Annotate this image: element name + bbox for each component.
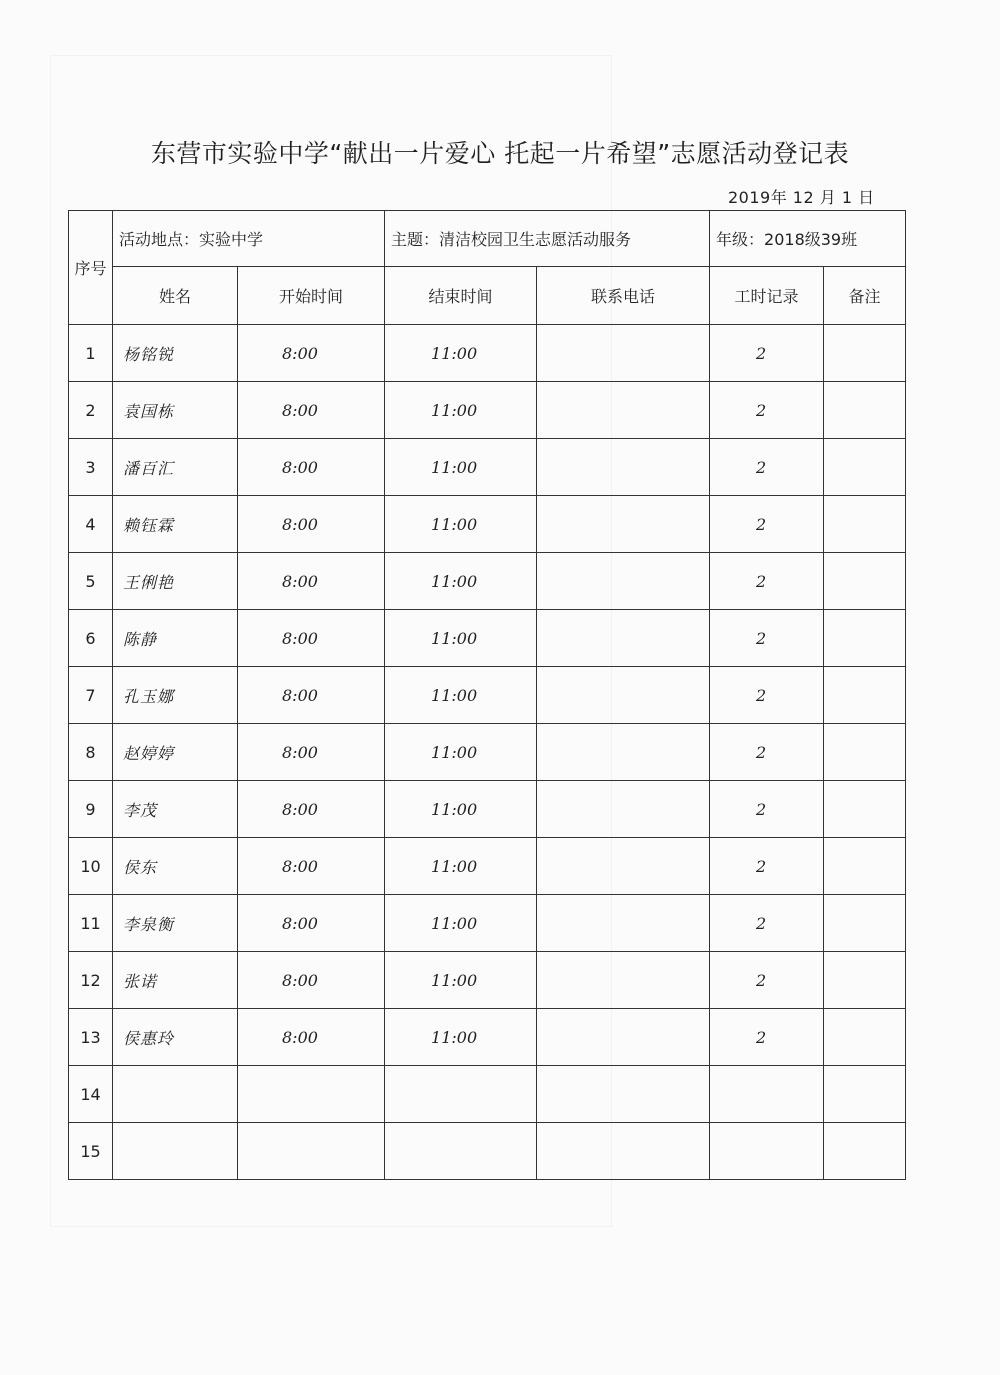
phone-number (537, 610, 710, 667)
note (824, 1009, 906, 1066)
hours-record: 2 (710, 952, 824, 1009)
row-seq: 7 (69, 667, 113, 724)
table-row (69, 610, 906, 667)
phone-number (537, 553, 710, 610)
end-time: 11:00 (385, 724, 537, 781)
volunteer-name: 侯惠玲 (113, 1009, 238, 1066)
row-seq: 12 (69, 952, 113, 1009)
start-time: 8:00 (238, 382, 385, 439)
volunteer-name: 李茂 (113, 781, 238, 838)
table-row (69, 382, 906, 439)
start-time: 8:00 (238, 895, 385, 952)
phone-number (537, 838, 710, 895)
end-time: 11:00 (385, 952, 537, 1009)
phone-number (537, 667, 710, 724)
volunteer-name: 杨铭锐 (113, 325, 238, 382)
table-row (69, 1066, 906, 1123)
table-row (69, 439, 906, 496)
row-seq: 10 (69, 838, 113, 895)
volunteer-name: 张诺 (113, 952, 238, 1009)
phone-number (537, 1123, 710, 1180)
hours-record: 2 (710, 667, 824, 724)
end-time: 11:00 (385, 781, 537, 838)
volunteer-name: 王俐艳 (113, 553, 238, 610)
header-note: 备注 (824, 267, 906, 325)
volunteer-name: 赵婷婷 (113, 724, 238, 781)
phone-number (537, 496, 710, 553)
hours-record: 2 (710, 610, 824, 667)
hours-record: 2 (710, 325, 824, 382)
hours-record: 2 (710, 1009, 824, 1066)
form-date: 2019年 12 月 1 日 (728, 188, 875, 207)
table-row (69, 895, 906, 952)
note (824, 325, 906, 382)
hours-record: 2 (710, 781, 824, 838)
end-time: 11:00 (385, 610, 537, 667)
header-phone: 联系电话 (537, 267, 710, 325)
table-row (69, 838, 906, 895)
phone-number (537, 382, 710, 439)
hours-record: 2 (710, 496, 824, 553)
start-time: 8:00 (238, 781, 385, 838)
header-seq: 序号 (69, 211, 113, 325)
table-row (69, 724, 906, 781)
table-row (69, 496, 906, 553)
note (824, 895, 906, 952)
start-time: 8:00 (238, 667, 385, 724)
row-seq: 11 (69, 895, 113, 952)
note (824, 553, 906, 610)
hours-record: 2 (710, 553, 824, 610)
row-seq: 14 (69, 1066, 113, 1123)
table-row (69, 325, 906, 382)
header-row (69, 267, 906, 325)
activity-location: 活动地点：实验中学 (113, 211, 385, 267)
start-time: 8:00 (238, 724, 385, 781)
note (824, 838, 906, 895)
start-time: 8:00 (238, 439, 385, 496)
phone-number (537, 1066, 710, 1123)
end-time: 11:00 (385, 496, 537, 553)
start-time: 8:00 (238, 496, 385, 553)
volunteer-name: 袁国栋 (113, 382, 238, 439)
phone-number (537, 952, 710, 1009)
table-row (69, 1123, 906, 1180)
info-row (69, 211, 906, 267)
note (824, 781, 906, 838)
table-row (69, 781, 906, 838)
hours-record (710, 1123, 824, 1180)
table-row (69, 553, 906, 610)
note (824, 439, 906, 496)
note (824, 610, 906, 667)
end-time: 11:00 (385, 895, 537, 952)
start-time: 8:00 (238, 610, 385, 667)
hours-record: 2 (710, 895, 824, 952)
class-grade: 年级：2018级39班 (710, 211, 906, 267)
start-time: 8:00 (238, 838, 385, 895)
phone-number (537, 1009, 710, 1066)
volunteer-name: 侯东 (113, 838, 238, 895)
end-time: 11:00 (385, 439, 537, 496)
volunteer-name (113, 1123, 238, 1180)
hours-record: 2 (710, 439, 824, 496)
hours-record (710, 1066, 824, 1123)
row-seq: 13 (69, 1009, 113, 1066)
end-time: 11:00 (385, 667, 537, 724)
registration-table (68, 210, 906, 1180)
header-name: 姓名 (113, 267, 238, 325)
volunteer-name: 陈静 (113, 610, 238, 667)
end-time: 11:00 (385, 553, 537, 610)
row-seq: 4 (69, 496, 113, 553)
start-time: 8:00 (238, 1009, 385, 1066)
note (824, 1066, 906, 1123)
end-time (385, 1066, 537, 1123)
header-hours: 工时记录 (710, 267, 824, 325)
phone-number (537, 439, 710, 496)
phone-number (537, 325, 710, 382)
volunteer-name (113, 1066, 238, 1123)
table-row (69, 952, 906, 1009)
header-start-time: 开始时间 (238, 267, 385, 325)
note (824, 724, 906, 781)
phone-number (537, 895, 710, 952)
row-seq: 9 (69, 781, 113, 838)
volunteer-name: 李泉衡 (113, 895, 238, 952)
note (824, 1123, 906, 1180)
start-time: 8:00 (238, 553, 385, 610)
row-seq: 15 (69, 1123, 113, 1180)
end-time: 11:00 (385, 1009, 537, 1066)
note (824, 496, 906, 553)
start-time (238, 1123, 385, 1180)
row-seq: 8 (69, 724, 113, 781)
volunteer-name: 孔玉娜 (113, 667, 238, 724)
phone-number (537, 781, 710, 838)
start-time: 8:00 (238, 952, 385, 1009)
header-end-time: 结束时间 (385, 267, 537, 325)
hours-record: 2 (710, 382, 824, 439)
row-seq: 6 (69, 610, 113, 667)
volunteer-name: 潘百汇 (113, 439, 238, 496)
hours-record: 2 (710, 838, 824, 895)
end-time: 11:00 (385, 382, 537, 439)
row-seq: 3 (69, 439, 113, 496)
row-seq: 5 (69, 553, 113, 610)
row-seq: 2 (69, 382, 113, 439)
row-seq: 1 (69, 325, 113, 382)
volunteer-name: 赖钰霖 (113, 496, 238, 553)
form-title: 东营市实验中学“献出一片爱心 托起一片希望”志愿活动登记表 (150, 139, 850, 168)
end-time: 11:00 (385, 838, 537, 895)
end-time: 11:00 (385, 325, 537, 382)
note (824, 382, 906, 439)
activity-theme: 主题：清洁校园卫生志愿活动服务 (385, 211, 710, 267)
phone-number (537, 724, 710, 781)
start-time (238, 1066, 385, 1123)
note (824, 667, 906, 724)
start-time: 8:00 (238, 325, 385, 382)
table-row (69, 667, 906, 724)
note (824, 952, 906, 1009)
table-row (69, 1009, 906, 1066)
end-time (385, 1123, 537, 1180)
hours-record: 2 (710, 724, 824, 781)
